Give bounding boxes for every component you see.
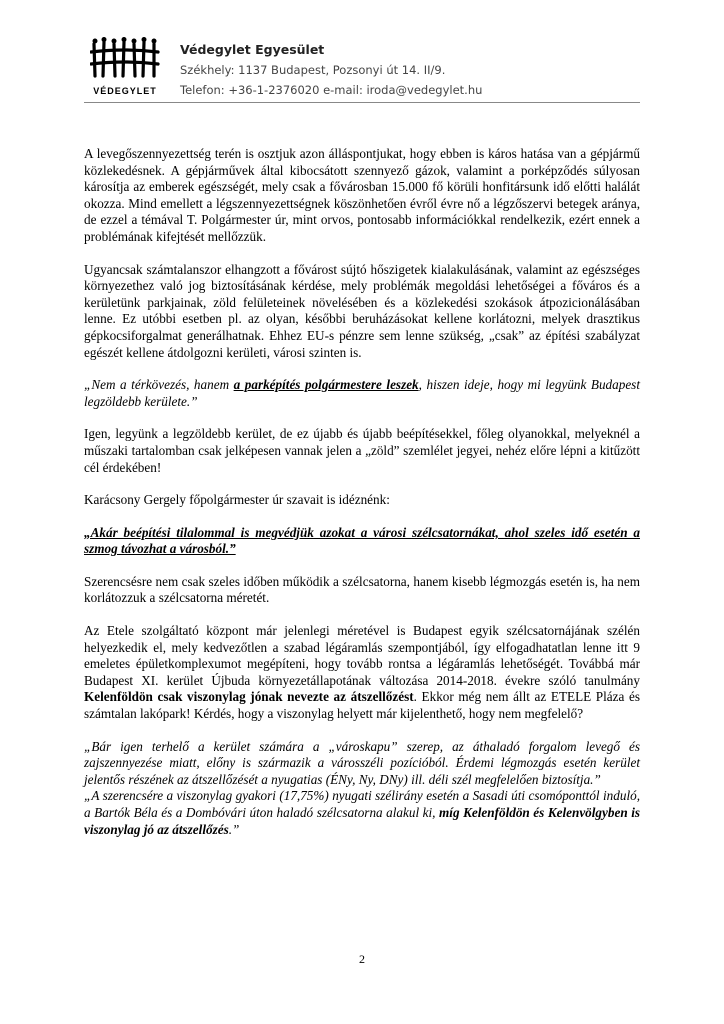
paragraph-quote-intro: Karácsony Gergely főpolgármester úr szavait is idéznénk: bbox=[84, 492, 390, 508]
quote-emphasis: a parképítés polgármestere leszek bbox=[233, 377, 419, 393]
paragraph-heat-islands: Ugyancsak számtalanszor elhangzott a fővárost sújtó hőszigetek kialakulásának, valamint az egészséges környezethez való jog biztosításának kérdése, mely problémák megoldási lehetőségei a főváros és a kerületünk parkjainak, zöld felületeinek növelésében és a közlekedési szokások átpozicionálásában lenne. Ez utóbbi esetben pl. az olyan, későbbi beruházásokat kellene korlátozni, melyek drasztikus gépkocsiforgalmat generálhatnak. Ehhez EU-s pénzre sem lenne szükség, „csak” az építési szabályzat egészét kellene átdolgozni kerületi, városi szinten is. bbox=[84, 261, 640, 360]
quote-emphasis: „Akár beépítési tilalommal is megvédjük azokat a városi szélcsatornákat, ahol szeles idő esetén a szmog távozhat a városból.” bbox=[84, 524, 640, 557]
quote-city-gate bbox=[84, 739, 640, 789]
quote-emphasis: míg Kelenföldön és Kelenvölgyben is viszonylag jó az átszellőzés bbox=[84, 805, 640, 837]
logo-text: VÉDEGYLET bbox=[93, 86, 157, 96]
fence-logo-icon bbox=[90, 36, 160, 80]
quote-west-wind bbox=[84, 788, 640, 838]
quote-mayor-parks bbox=[84, 377, 640, 410]
quote-text: , hiszen ideje, hogy mi legyünk Budapest legzöldebb kerülete.” bbox=[84, 377, 640, 409]
paragraph-text: . Ekkor még nem állt az ETELE Pláza és számtalan lakópark! Kérdés, hogy a viszonylag helyett már kijelenthető, hogy nem megfelelő? bbox=[84, 689, 640, 722]
quote-wind-corridors bbox=[84, 525, 640, 558]
quote-text: „Nem a térkövezés, hanem bbox=[84, 377, 234, 393]
paragraph-greenest-district: Igen, legyünk a legzöldebb kerület, de ez újabb és újabb beépítésekkel, főleg olyanokkal, melyeknél a műszaki tartalomban csak jelképesen vannak jelen a „zöld” szemlélet jegyei, nehéz előre lépni a kitűzött cél érdekében! bbox=[84, 426, 640, 475]
paragraph-etele-center bbox=[84, 623, 640, 723]
header-divider bbox=[84, 102, 640, 103]
page-number: 2 bbox=[359, 952, 365, 966]
paragraph-emphasis: Kelenföldön csak viszonylag jónak nevezte az átszellőzést bbox=[84, 689, 414, 705]
quote-text: „Bár igen terhelő a kerület számára a „városkapu” szerep, az áthaladó forgalom levegő és zajszennyezése miatt, előny is származik a városszéli pozícióból. Érdemi légmozgás esetén kerület jelentős részének az átszellőzését a nyugatias (ÉNy, Ny, DNy) ill. déli szél megfelelően biztosítja.” bbox=[84, 738, 640, 787]
quote-text: „A szerencsére a viszonylag gyakori (17,75%) nyugati szélirány esetén a Sasadi úti csomóponttól induló, a Bartók Béla és a Dombóvári úton haladó szélcsatorna alakul ki, bbox=[84, 788, 640, 820]
letter-body bbox=[84, 146, 640, 854]
organization-info bbox=[180, 40, 482, 100]
organization-contact: Telefon: +36-1-2376020 e-mail: iroda@vedegylet.hu bbox=[180, 83, 483, 97]
organization-address: Székhely: 1137 Budapest, Pozsonyi út 14. II/9. bbox=[180, 63, 446, 77]
organization-name: Védegylet Egyesület bbox=[180, 42, 325, 57]
paragraph-wind-corridor: Szerencsésre nem csak szeles időben működik a szélcsatorna, hanem kisebb légmozgás esetén is, ha nem korlátozzuk a szélcsatorna méretét. bbox=[84, 573, 640, 606]
paragraph-air-pollution: A levegőszennyezettség terén is osztjuk azon álláspontjukat, hogy ebben is káros hatása van a gépjármű közlekedésnek. A gépjárművek által kibocsátott szennyező gázok, valamint a porképződés súlyosan károsítja az emberek egészségét, mely csak a fővárosban 15.000 fő körüli honfitársunk idő előtti halálát okozza. Mind emellett a légszennyezettségnek köszönhetően évről évre nő a légzőszervi betegek aránya, de ezzel a témával T. Polgármester úr, mint orvos, pontosabb információkkal rendelkezik, ezért ennek a problémának kifejtését mellőzzük. bbox=[84, 146, 640, 244]
letterhead bbox=[84, 36, 644, 106]
paragraph-text: Az Etele szolgáltató központ már jelenlegi méretével is Budapest egyik szélcsatornájának szélén helyezkedik el, mely kedvezőtlen a szabad légáramlás szempontjából, így elfogadhatatlan lenne itt 9 emeletes épületkomplexumot megépíteni, hogy tovább rontsa a légáramlás lehetőségét. Továbbá már Budapest XI. kerület Újbuda környezetállapotának változása 2014-2018. évekre szóló tanulmány bbox=[84, 623, 640, 688]
vedegylet-logo bbox=[84, 36, 166, 102]
quote-text: .” bbox=[228, 821, 240, 837]
